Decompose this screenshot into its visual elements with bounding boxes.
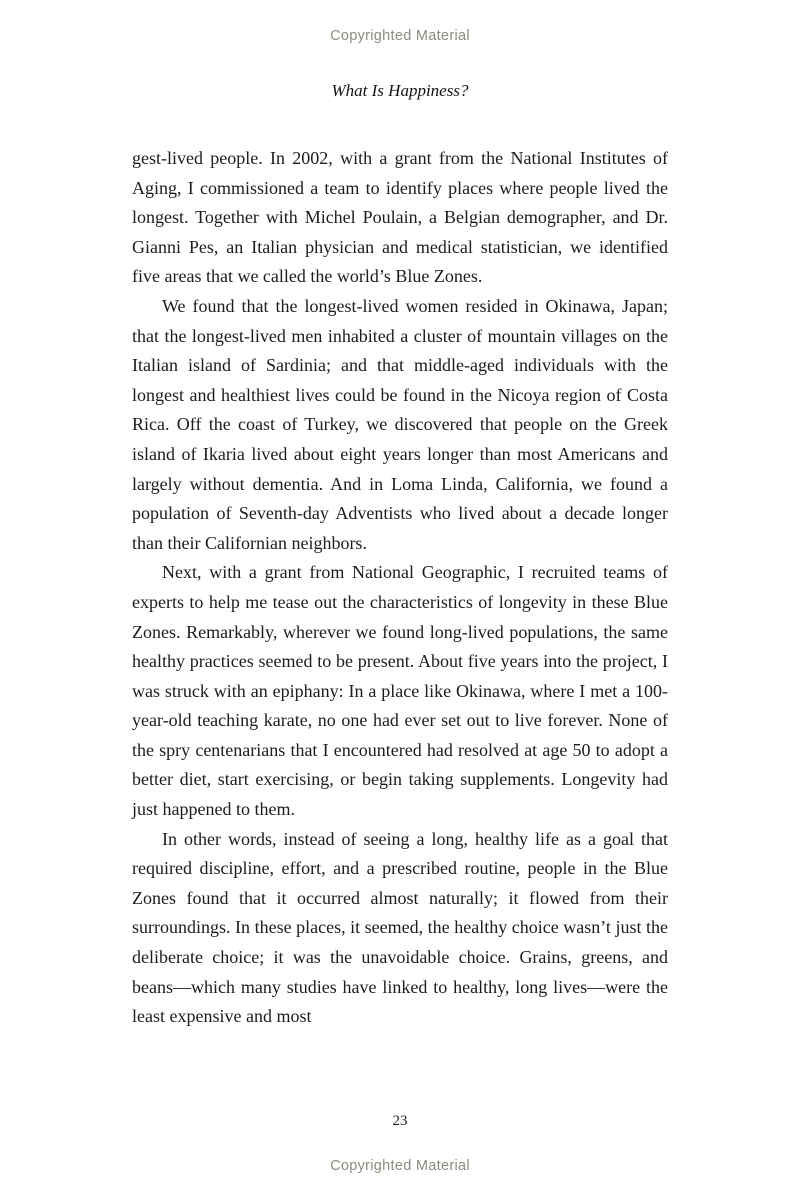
copyright-notice-top: Copyrighted Material (330, 28, 470, 44)
paragraph-continuation: gest-lived people. In 2002, with a grant from the National Institutes of Aging, I commissioned a team to identify places where people lived the longest. Together with Michel Poulain, a Belgian demographer, and Dr. Gianni Pes, an Italian physician and medical statistician, we identified five areas that we called the world’s Blue Zones. (132, 148, 668, 287)
copyright-notice-bottom: Copyrighted Material (330, 1158, 470, 1174)
running-head-chapter-title: What Is Happiness? (331, 81, 469, 100)
page-number: 23 (392, 1113, 408, 1129)
paragraph: In other words, instead of seeing a long, healthy life as a goal that required discipline, effort, and a prescribed routine, people in the Blue Zones found that it occurred almost naturally; it flowed from their surroundings. In these places, it seemed, the healthy choice wasn’t just the deliberate choice; it was the unavoidable choice. Grains, greens, and beans—which many studies have linked to healthy, long lives—were the least expensive and most (132, 828, 668, 1027)
paragraph: We found that the longest-lived women resided in Okinawa, Japan; that the longest-lived men inhabited a cluster of mountain villages on the Italian island of Sardinia; and that middle-aged individuals with the longest and healthiest lives could be found in the Nicoya region of Costa Rica. Off the coast of Turkey, we discovered that people on the Greek island of Ikaria lived about eight years longer than most Americans and largely without dementia. And in Loma Linda, California, we found a population of Seventh-day Adventists who lived about a decade longer than their Californian neighbors. (132, 295, 668, 553)
paragraph: Next, with a grant from National Geographic, I recruited teams of experts to help me tease out the characteristics of longevity in these Blue Zones. Remarkably, wherever we found long-lived populations, the same healthy practices seemed to be present. About five years into the project, I was struck with an epiphany: In a place like Okinawa, where I met a 100-year-old teaching karate, no one had ever set out to live forever. None of the spry centenarians that I encountered had resolved at age 50 to adopt a better diet, start exercising, or begin taking supplements. Longevity had just happened to them. (132, 562, 668, 820)
body-text-block (132, 144, 668, 1032)
